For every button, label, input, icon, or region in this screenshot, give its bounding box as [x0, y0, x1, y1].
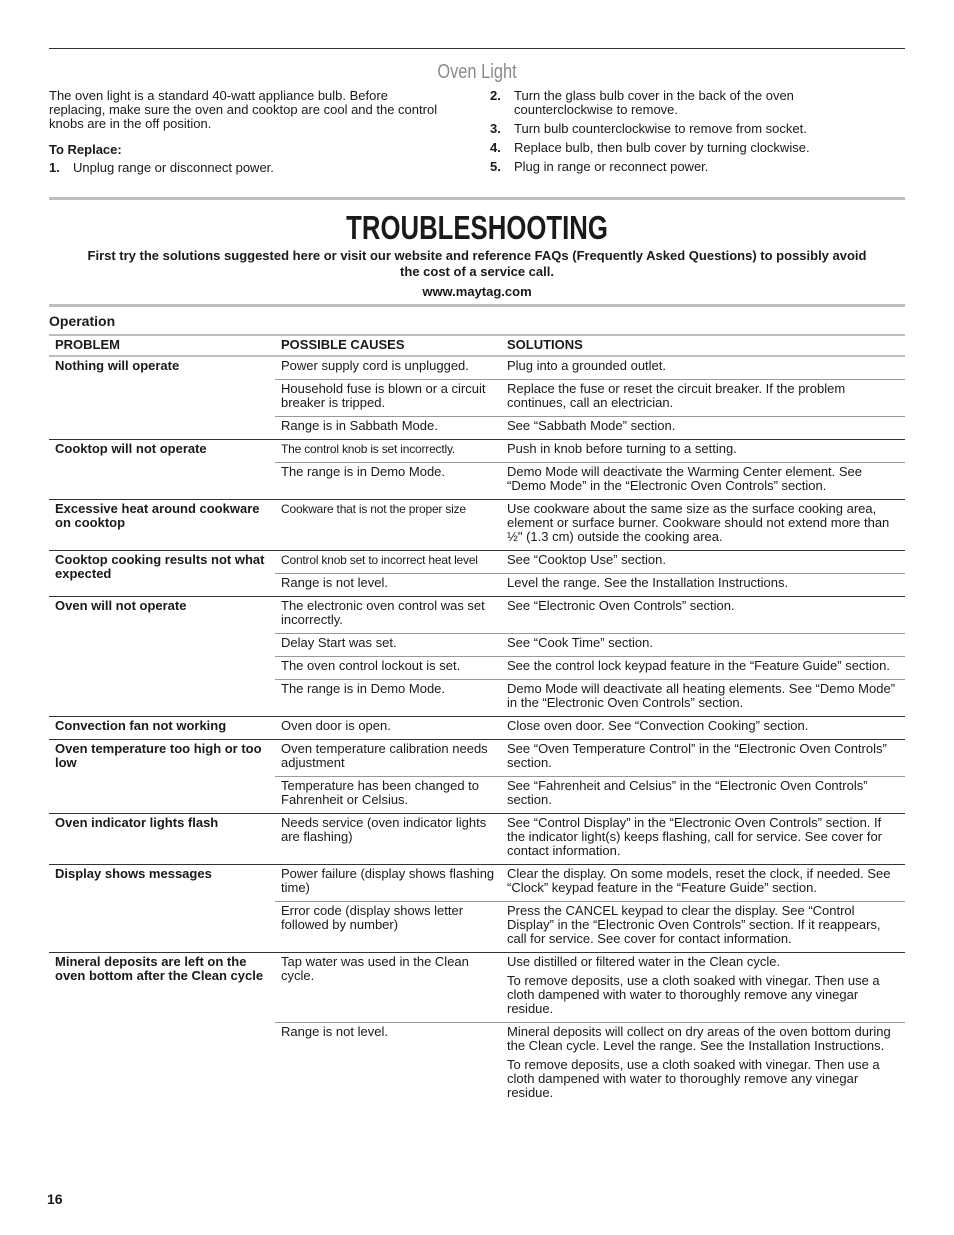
table-row: [49, 356, 905, 380]
solution-text: Replace the fuse or reset the circuit breaker. If the problem continues, call an electrician.: [507, 381, 846, 410]
solution-text: Demo Mode will deactivate the Warming Center element. See “Demo Mode” in the “Electronic Oven Controls” section.: [507, 464, 863, 493]
problem-cell: Mineral deposits are left on the oven bottom after the Clean cycle: [49, 953, 275, 1107]
cause-cell: Error code (display shows letter followed by number): [275, 902, 501, 953]
cause-cell: Range is not level.: [275, 574, 501, 597]
solution-text: Clear the display. On some models, reset the clock, if needed. See “Clock” keypad feature in the “Feature Guide” section.: [507, 866, 891, 895]
problem-cell: Cooktop cooking results not what expected: [49, 551, 275, 597]
page-number: 16: [47, 1191, 63, 1207]
solution-cell: [501, 953, 905, 1023]
cause-cell: The electronic oven control was set incorrectly.: [275, 597, 501, 634]
solution-text: See “Electronic Oven Controls” section.: [507, 598, 735, 613]
solution-text: Close oven door. See “Convection Cooking” section.: [507, 718, 809, 733]
table-body: [49, 356, 905, 1106]
solution-cell: [501, 551, 905, 574]
solution-text: See the control lock keypad feature in the “Feature Guide” section.: [507, 658, 890, 673]
solution-cell: [501, 1023, 905, 1107]
table-row: [49, 717, 905, 740]
section-divider: [49, 304, 905, 307]
header-causes: POSSIBLE CAUSES: [275, 336, 501, 356]
solution-cell: [501, 865, 905, 902]
step-item: [490, 160, 850, 174]
solution-cell: [501, 777, 905, 814]
problem-cell: Oven indicator lights flash: [49, 814, 275, 865]
table-row: [49, 551, 905, 574]
troubleshooting-intro: First try the solutions suggested here or visit our website and reference FAQs (Frequently Asked Questions) to possibly avoid the cost of a service call.: [87, 248, 867, 279]
solution-cell: [501, 417, 905, 440]
top-rule: [49, 48, 905, 49]
cause-cell: Cookware that is not the proper size: [275, 500, 501, 551]
solution-text: Mineral deposits will collect on dry areas of the oven bottom during the Clean cycle. Level the range. See the Installation Instructions.: [507, 1024, 891, 1053]
table-row: [49, 740, 905, 777]
troubleshooting-title: TROUBLESHOOTING: [346, 209, 608, 246]
problem-cell: Cooktop will not operate: [49, 440, 275, 500]
solution-text: See “Cooktop Use” section.: [507, 552, 666, 567]
problem-cell: Oven temperature too high or too low: [49, 740, 275, 814]
solution-cell: [501, 657, 905, 680]
problem-cell: Oven will not operate: [49, 597, 275, 717]
cause-cell: Needs service (oven indicator lights are flashing): [275, 814, 501, 865]
solution-text: Use cookware about the same size as the surface cooking area, element or surface burner. Cookware should not extend more than ½" (1.3 cm) outside the cooking area.: [507, 501, 890, 544]
oven-light-right-column: [490, 89, 850, 179]
solution-cell: [501, 634, 905, 657]
solution-text: See “Oven Temperature Control” in the “Electronic Oven Controls” section.: [507, 741, 887, 770]
table-row: [49, 597, 905, 634]
solution-text: See “Sabbath Mode” section.: [507, 418, 676, 433]
cause-cell: Delay Start was set.: [275, 634, 501, 657]
solution-cell: [501, 574, 905, 597]
solution-text: Level the range. See the Installation Instructions.: [507, 575, 789, 590]
solution-text: Demo Mode will deactivate all heating elements. See “Demo Mode” in the “Electronic Oven Controls” section.: [507, 681, 896, 710]
solution-text: Use distilled or filtered water in the Clean cycle.: [507, 954, 781, 969]
step-text: Turn the glass bulb cover in the back of the oven counterclockwise to remove.: [514, 88, 794, 117]
solution-cell: [501, 717, 905, 740]
cause-cell: Oven temperature calibration needs adjustment: [275, 740, 501, 777]
cause-cell: The range is in Demo Mode.: [275, 680, 501, 717]
table-row: [49, 440, 905, 463]
steps-left: [49, 161, 439, 175]
oven-light-title: Oven Light: [437, 61, 517, 83]
problem-cell: Excessive heat around cookware on cooktop: [49, 500, 275, 551]
solution-cell: [501, 356, 905, 380]
table-row: [49, 953, 905, 1023]
solution-cell: [501, 463, 905, 500]
step-number: 2.: [490, 88, 501, 103]
step-number: 5.: [490, 159, 501, 174]
cause-cell: Oven door is open.: [275, 717, 501, 740]
cause-cell: Household fuse is blown or a circuit breaker is tripped.: [275, 380, 501, 417]
solution-text: Push in knob before turning to a setting.: [507, 441, 737, 456]
step-text: Turn bulb counterclockwise to remove from socket.: [514, 121, 807, 136]
header-solutions: SOLUTIONS: [501, 336, 905, 356]
cause-cell: The oven control lockout is set.: [275, 657, 501, 680]
solution-cell: [501, 597, 905, 634]
step-number: 3.: [490, 121, 501, 136]
operation-label: Operation: [49, 313, 116, 329]
step-number: 4.: [490, 140, 501, 155]
problem-cell: Nothing will operate: [55, 358, 180, 373]
cause-cell: Temperature has been changed to Fahrenheit or Celsius.: [275, 777, 501, 814]
solution-cell: [501, 440, 905, 463]
step-text: Unplug range or disconnect power.: [73, 160, 274, 175]
solution-cell: [501, 740, 905, 777]
step-item: [490, 122, 850, 136]
step-item: [490, 89, 850, 117]
solution-text: To remove deposits, use a cloth soaked with vinegar. Then use a cloth dampened with water to thoroughly remove any vinegar residue.: [507, 973, 880, 1016]
step-text: Plug in range or reconnect power.: [514, 159, 709, 174]
cause-cell: Tap water was used in the Clean cycle.: [275, 953, 501, 1023]
solution-cell: [501, 902, 905, 953]
troubleshooting-table: [49, 336, 905, 1106]
cause-cell: The range is in Demo Mode.: [275, 463, 501, 500]
solution-text: See “Control Display” in the “Electronic Oven Controls” section. If the indicator light(s) keeps flashing, call for service. See cover for contact information.: [507, 815, 883, 858]
website-url: www.maytag.com: [422, 284, 532, 299]
section-divider: [49, 197, 905, 200]
problem-cell: Display shows messages: [49, 865, 275, 953]
steps-right: [490, 89, 850, 174]
cause-cell: Range is not level.: [275, 1023, 501, 1107]
oven-light-left-column: [49, 89, 439, 180]
step-item: [49, 161, 439, 175]
step-number: 1.: [49, 160, 60, 175]
solution-text: Plug into a grounded outlet.: [507, 358, 667, 373]
solution-cell: [501, 380, 905, 417]
cause-cell: Control knob set to incorrect heat level: [275, 551, 501, 574]
table-row: [49, 814, 905, 865]
problem-cell: Convection fan not working: [49, 717, 275, 740]
solution-text: To remove deposits, use a cloth soaked with vinegar. Then use a cloth dampened with water to thoroughly remove any vinegar residue.: [507, 1057, 880, 1100]
step-item: [490, 141, 850, 155]
solution-cell: [501, 814, 905, 865]
cause-cell: Power supply cord is unplugged.: [281, 358, 469, 373]
cause-cell: The control knob is set incorrectly.: [275, 440, 501, 463]
step-text: Replace bulb, then bulb cover by turning clockwise.: [514, 140, 810, 155]
solution-cell: [501, 680, 905, 717]
table-row: [49, 500, 905, 551]
header-problem: PROBLEM: [49, 336, 275, 356]
solution-text: See “Fahrenheit and Celsius” in the “Electronic Oven Controls” section.: [507, 778, 868, 807]
solution-text: See “Cook Time” section.: [507, 635, 653, 650]
table-row: [49, 865, 905, 902]
cause-cell: Power failure (display shows flashing time): [275, 865, 501, 902]
oven-light-intro: The oven light is a standard 40-watt appliance bulb. Before replacing, make sure the oven and cooktop are cool and the control knobs are in the off position.: [49, 88, 438, 131]
solution-text: Press the CANCEL keypad to clear the display. See “Control Display” in the “Electronic Oven Controls” section. If it reappears, call for service. See cover for contact information.: [507, 903, 881, 946]
solution-cell: [501, 500, 905, 551]
table-header-row: [49, 336, 905, 356]
to-replace-label: To Replace:: [49, 142, 122, 157]
cause-cell: Range is in Sabbath Mode.: [275, 417, 501, 440]
